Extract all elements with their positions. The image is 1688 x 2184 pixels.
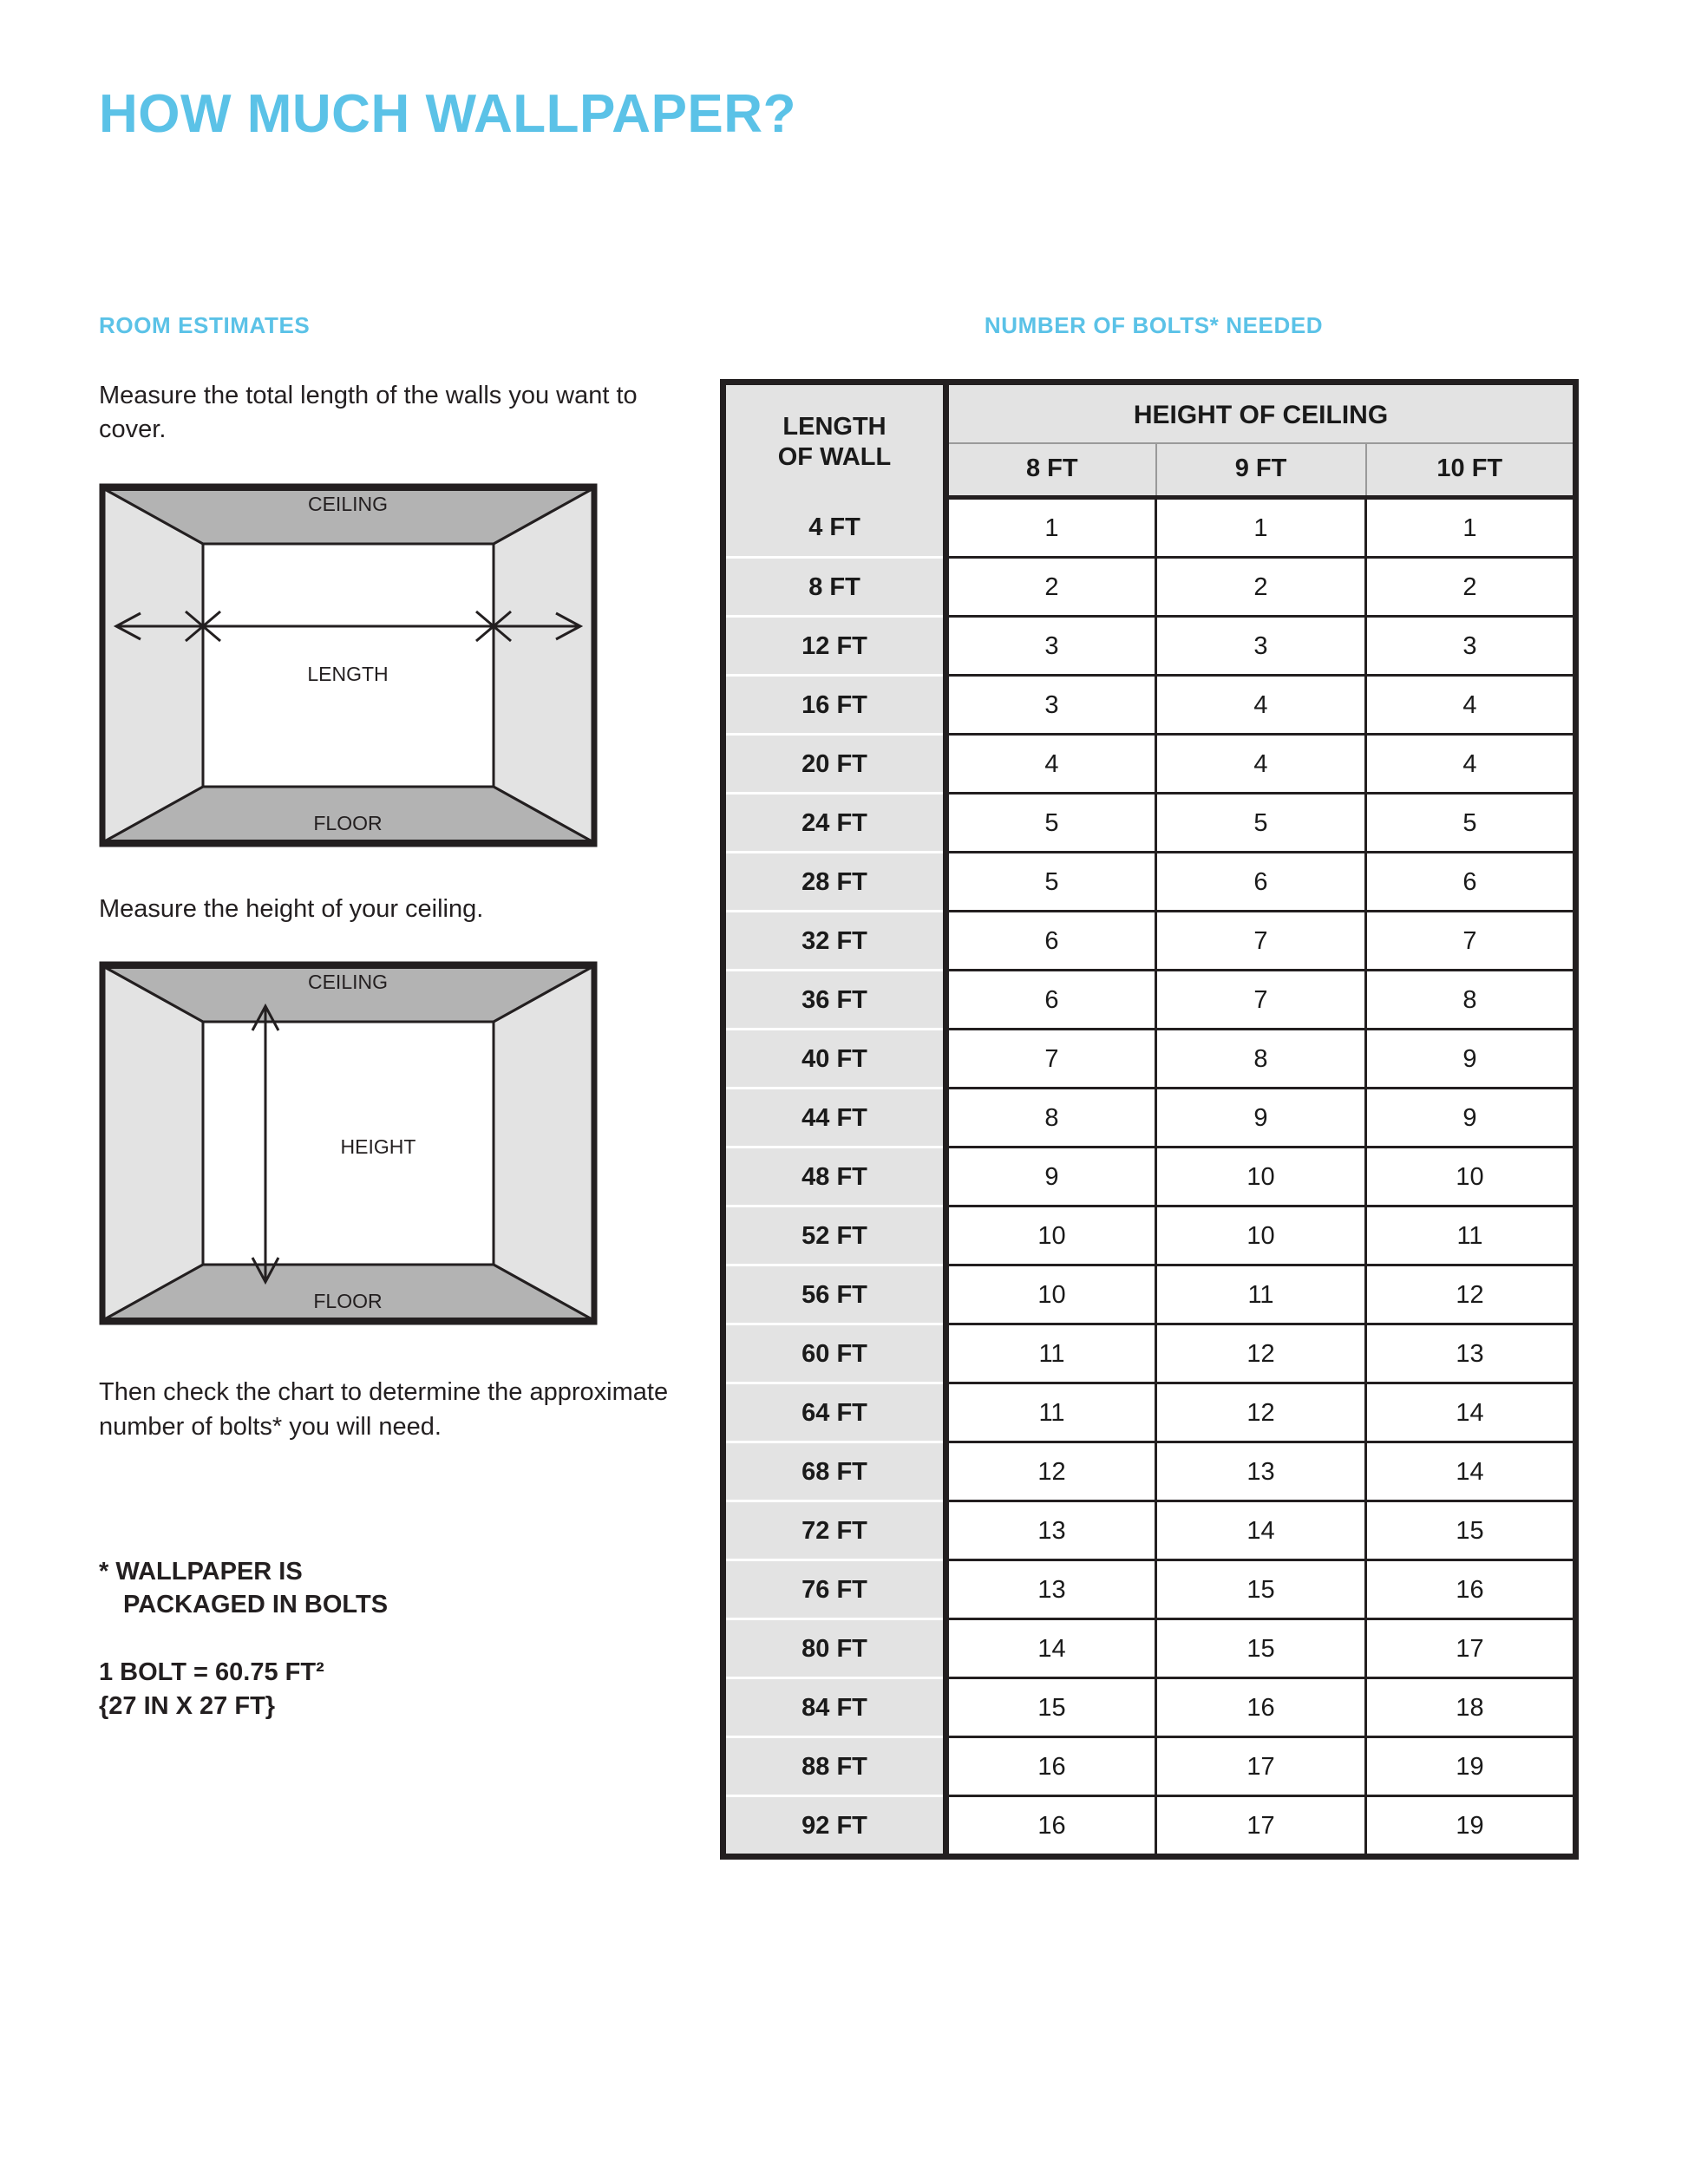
cell-10ft: 9 [1366,1030,1576,1089]
table-row [723,912,1576,971]
cell-8ft: 11 [946,1383,1156,1442]
row-length: 64 FT [723,1383,946,1442]
cell-9ft: 10 [1156,1148,1366,1206]
cell-8ft: 4 [946,735,1156,794]
cell-10ft: 5 [1366,794,1576,853]
table-row [723,853,1576,912]
table-row [723,1206,1576,1265]
cell-10ft: 16 [1366,1560,1576,1619]
cell-8ft: 9 [946,1148,1156,1206]
row-length: 68 FT [723,1442,946,1501]
row-length: 40 FT [723,1030,946,1089]
cell-9ft: 12 [1156,1324,1366,1383]
section-heading-room-estimates: ROOM ESTIMATES [99,312,311,338]
ceiling-label: CEILING [307,493,389,516]
room-diagram-height [99,961,598,1325]
column-header-9ft: 9 FT [1156,443,1366,498]
table-row [723,1265,1576,1324]
instruction-paragraph-2: Measure the height of your ceiling. [99,895,484,924]
cell-8ft: 3 [946,617,1156,676]
cell-10ft: 4 [1366,676,1576,735]
bolt-footnote-line-2: PACKAGED IN BOLTS [123,1590,389,1618]
table-row [723,617,1576,676]
room-diagram-length [99,483,598,847]
cell-8ft: 12 [946,1442,1156,1501]
cell-8ft: 10 [946,1265,1156,1324]
page-title: HOW MUCH WALLPAPER? [99,84,796,144]
instruction-paragraph-1: Measure the total length of the walls you want to cover. [99,382,638,444]
cell-9ft: 11 [1156,1265,1366,1324]
cell-8ft: 8 [946,1089,1156,1148]
cell-9ft: 16 [1156,1678,1366,1737]
bolt-size-line-1: 1 BOLT = 60.75 FT² [99,1658,324,1687]
table-row [723,1442,1576,1501]
cell-10ft: 3 [1366,617,1576,676]
section-heading-bolts: NUMBER OF BOLTS* NEEDED [984,312,1324,338]
cell-9ft: 7 [1156,912,1366,971]
bolt-footnote-line-1: * WALLPAPER IS [99,1557,303,1586]
cell-8ft: 13 [946,1560,1156,1619]
cell-10ft: 8 [1366,971,1576,1030]
row-length: 92 FT [723,1796,946,1857]
floor-label: FLOOR [313,1290,383,1313]
table-row [723,1324,1576,1383]
table-row [723,1148,1576,1206]
floor-label: FLOOR [313,812,383,835]
bolt-size-note [99,1656,689,1723]
row-length: 60 FT [723,1324,946,1383]
cell-10ft: 2 [1366,558,1576,617]
table-row [723,1619,1576,1678]
corner-header-line-2: OF WALL [777,442,892,471]
bolt-size-line-2: {27 IN X 27 FT} [99,1691,276,1720]
cell-10ft: 17 [1366,1619,1576,1678]
row-length: 36 FT [723,971,946,1030]
cell-9ft: 17 [1156,1737,1366,1796]
row-length: 28 FT [723,853,946,912]
cell-10ft: 4 [1366,735,1576,794]
cell-9ft: 4 [1156,676,1366,735]
cell-9ft: 4 [1156,735,1366,794]
cell-10ft: 9 [1366,1089,1576,1148]
row-length: 56 FT [723,1265,946,1324]
cell-9ft: 13 [1156,1442,1366,1501]
table-row [723,1737,1576,1796]
cell-10ft: 14 [1366,1442,1576,1501]
cell-8ft: 5 [946,853,1156,912]
row-length: 8 FT [723,558,946,617]
height-label: HEIGHT [340,1135,416,1159]
cell-9ft: 14 [1156,1501,1366,1560]
cell-9ft: 1 [1156,498,1366,558]
row-length: 52 FT [723,1206,946,1265]
table-row [723,1089,1576,1148]
corner-header [723,383,946,498]
cell-8ft: 2 [946,558,1156,617]
cell-10ft: 15 [1366,1501,1576,1560]
row-length: 20 FT [723,735,946,794]
table-group-header-row [723,383,1576,444]
table-row [723,676,1576,735]
cell-8ft: 3 [946,676,1156,735]
cell-10ft: 19 [1366,1737,1576,1796]
cell-10ft: 6 [1366,853,1576,912]
bolts-table-body [723,498,1576,1857]
cell-8ft: 10 [946,1206,1156,1265]
table-row [723,1678,1576,1737]
row-length: 44 FT [723,1089,946,1148]
corner-header-line-1: LENGTH [782,412,887,441]
length-label: LENGTH [307,663,389,686]
cell-9ft: 7 [1156,971,1366,1030]
bolts-table [720,379,1579,1860]
row-length: 76 FT [723,1560,946,1619]
bolt-footnote [99,1555,689,1622]
row-length: 88 FT [723,1737,946,1796]
cell-9ft: 3 [1156,617,1366,676]
cell-10ft: 11 [1366,1206,1576,1265]
bolts-table-head [723,383,1576,498]
table-row [723,971,1576,1030]
cell-9ft: 15 [1156,1619,1366,1678]
row-length: 48 FT [723,1148,946,1206]
cell-9ft: 6 [1156,853,1366,912]
cell-8ft: 14 [946,1619,1156,1678]
cell-8ft: 13 [946,1501,1156,1560]
row-length: 84 FT [723,1678,946,1737]
cell-8ft: 6 [946,912,1156,971]
instruction-paragraph-3: Then check the chart to determine the approximate number of bolts* you will need. [99,1378,669,1441]
cell-8ft: 7 [946,1030,1156,1089]
cell-10ft: 10 [1366,1148,1576,1206]
cell-8ft: 6 [946,971,1156,1030]
row-length: 12 FT [723,617,946,676]
row-length: 72 FT [723,1501,946,1560]
cell-9ft: 10 [1156,1206,1366,1265]
cell-10ft: 19 [1366,1796,1576,1857]
cell-9ft: 9 [1156,1089,1366,1148]
cell-10ft: 7 [1366,912,1576,971]
cell-9ft: 15 [1156,1560,1366,1619]
row-length: 32 FT [723,912,946,971]
cell-9ft: 12 [1156,1383,1366,1442]
table-row [723,558,1576,617]
row-length: 4 FT [723,498,946,558]
cell-10ft: 1 [1366,498,1576,558]
table-row [723,1796,1576,1857]
bolts-table-column [720,312,1587,1860]
cell-9ft: 17 [1156,1796,1366,1857]
cell-8ft: 1 [946,498,1156,558]
cell-10ft: 13 [1366,1324,1576,1383]
cell-9ft: 8 [1156,1030,1366,1089]
row-length: 16 FT [723,676,946,735]
cell-9ft: 2 [1156,558,1366,617]
room-estimates-column [99,312,689,1723]
table-row [723,735,1576,794]
column-header-10ft: 10 FT [1366,443,1576,498]
column-header-8ft: 8 FT [946,443,1156,498]
row-length: 80 FT [723,1619,946,1678]
cell-8ft: 11 [946,1324,1156,1383]
height-of-ceiling-header: HEIGHT OF CEILING [946,383,1576,444]
cell-8ft: 16 [946,1737,1156,1796]
table-row [723,498,1576,558]
table-row [723,1501,1576,1560]
cell-8ft: 16 [946,1796,1156,1857]
table-row [723,1030,1576,1089]
cell-10ft: 12 [1366,1265,1576,1324]
ceiling-label: CEILING [307,971,389,994]
cell-10ft: 14 [1366,1383,1576,1442]
row-length: 24 FT [723,794,946,853]
table-row [723,1560,1576,1619]
cell-8ft: 15 [946,1678,1156,1737]
table-row [723,794,1576,853]
cell-10ft: 18 [1366,1678,1576,1737]
cell-9ft: 5 [1156,794,1366,853]
table-row [723,1383,1576,1442]
cell-8ft: 5 [946,794,1156,853]
